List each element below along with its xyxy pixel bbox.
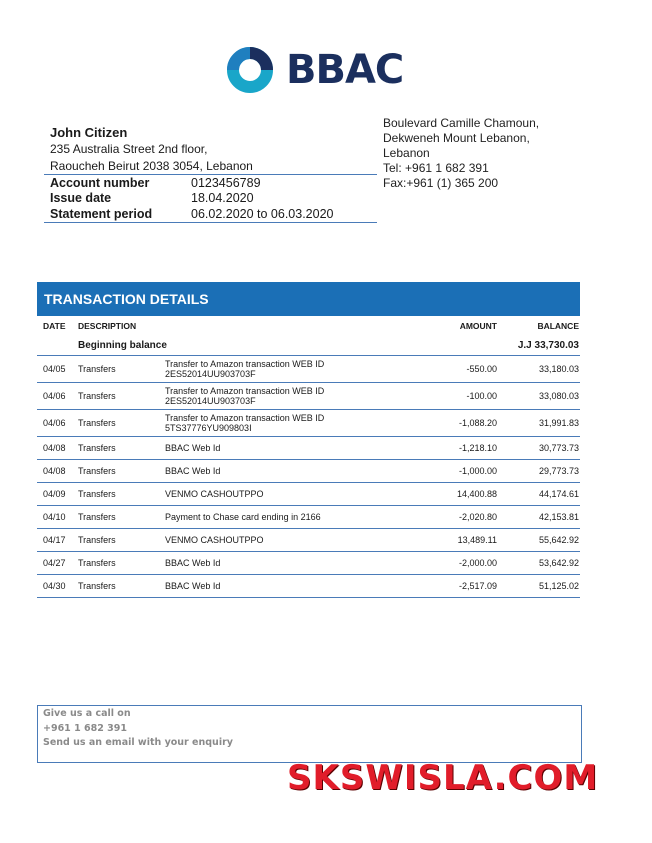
table-row: [37, 528, 580, 551]
header-description: DESCRIPTION: [78, 321, 137, 331]
row-balance: 53,642.92: [538, 558, 579, 568]
row-amount: -1,218.10: [458, 443, 497, 453]
row-balance: 42,153.81: [538, 512, 579, 522]
row-amount: -1,000.00: [458, 466, 497, 476]
row-amount: -2,000.00: [458, 558, 497, 568]
row-description-line2: 2ES52014UU903703F: [165, 369, 256, 379]
row-date: 04/06: [43, 418, 66, 428]
row-date: 04/05: [43, 364, 66, 374]
row-description: Payment to Chase card ending in 2166: [165, 512, 321, 522]
row-description: VENMO CASHOUTPPO: [165, 489, 264, 499]
table-row: [37, 436, 580, 459]
account-number-label: Account number: [50, 175, 150, 190]
row-date: 04/09: [43, 489, 66, 499]
table-row: [37, 482, 580, 505]
row-description-line2: 2ES52014UU903703F: [165, 396, 256, 406]
table-row: [37, 459, 580, 482]
bank-address: [383, 116, 623, 191]
bank-fax: Fax:+961 (1) 365 200: [383, 176, 499, 190]
row-date: 04/17: [43, 535, 66, 545]
bbac-logo-text: BBAC: [286, 47, 404, 93]
row-description: BBAC Web Id: [165, 558, 221, 568]
footer-email-label: Send us an email with your enquiry: [43, 737, 233, 748]
statement-period-row: [44, 206, 377, 222]
row-description: BBAC Web Id: [165, 581, 221, 591]
header-amount: AMOUNT: [459, 321, 497, 331]
row-date: 04/30: [43, 581, 66, 591]
row-type: Transfers: [78, 489, 116, 499]
customer-address-line2: Raoucheh Beirut 2038 3054, Lebanon: [50, 159, 253, 173]
transaction-details-title: TRANSACTION DETAILS: [37, 282, 580, 316]
table-row: [37, 551, 580, 574]
beginning-balance-label: Beginning balance: [78, 339, 167, 351]
row-date: 04/08: [43, 466, 66, 476]
row-type: Transfers: [78, 558, 116, 568]
table-row: [37, 382, 580, 409]
beginning-balance-row: [37, 336, 580, 355]
row-type: Transfers: [78, 535, 116, 545]
header-balance: BALANCE: [537, 321, 579, 331]
row-date: 04/06: [43, 391, 66, 401]
bbac-logo: [226, 45, 403, 95]
row-description: VENMO CASHOUTPPO: [165, 535, 264, 545]
row-balance: 31,991.83: [538, 418, 579, 428]
customer-address-line1: 235 Australia Street 2nd floor,: [50, 142, 208, 156]
row-amount: -1,088.20: [458, 418, 497, 428]
row-amount: -2,020.80: [458, 512, 497, 522]
row-amount: 14,400.88: [456, 489, 497, 499]
table-row: [37, 505, 580, 528]
beginning-balance-value: J.J 33,730.03: [517, 340, 579, 351]
footer-phone: +961 1 682 391: [43, 722, 127, 734]
row-balance: 29,773.73: [538, 466, 579, 476]
row-date: 04/27: [43, 558, 66, 568]
transaction-table: [37, 316, 580, 598]
row-type: Transfers: [78, 581, 116, 591]
account-number-row: [44, 175, 377, 191]
row-description-line2: 5TS37776YU909803I: [165, 423, 252, 433]
row-date: 04/10: [43, 512, 66, 522]
contact-footer: [37, 705, 582, 763]
bbac-logo-icon: [226, 45, 274, 95]
row-amount: -550.00: [466, 364, 497, 374]
table-header-row: [37, 316, 580, 336]
table-row: [37, 409, 580, 436]
row-type: Transfers: [78, 443, 116, 453]
row-amount: -2,517.09: [458, 581, 497, 591]
account-info: [44, 174, 377, 223]
bank-tel: Tel: +961 1 682 391: [383, 161, 489, 175]
row-balance: 30,773.73: [538, 443, 579, 453]
row-balance: 33,080.03: [538, 391, 579, 401]
row-description: [165, 386, 385, 406]
table-row: [37, 355, 580, 382]
statement-period-label: Statement period: [50, 206, 153, 221]
bank-address-line2: Dekweneh Mount Lebanon,: [383, 131, 530, 145]
issue-date-row: [44, 191, 377, 207]
row-type: Transfers: [78, 512, 116, 522]
row-type: Transfers: [78, 418, 116, 428]
row-description: BBAC Web Id: [165, 443, 221, 453]
row-amount: 13,489.11: [457, 535, 497, 545]
bank-address-line3: Lebanon: [383, 146, 430, 160]
bank-address-line1: Boulevard Camille Chamoun,: [383, 116, 540, 130]
row-type: Transfers: [78, 364, 116, 374]
row-date: 04/08: [43, 443, 66, 453]
row-type: Transfers: [78, 466, 116, 476]
footer-call-label: Give us a call on: [43, 708, 131, 719]
row-balance: 44,174.61: [538, 489, 579, 499]
issue-date-label: Issue date: [50, 191, 112, 206]
header-date: DATE: [43, 321, 66, 331]
statement-period-value: 06.02.2020 to 06.03.2020: [191, 206, 334, 221]
row-balance: 55,642.92: [538, 535, 579, 545]
row-description: [165, 359, 385, 379]
row-amount: -100.00: [466, 391, 497, 401]
account-number-value: 0123456789: [191, 175, 261, 190]
customer-address: [50, 125, 380, 175]
watermark: SKSWISLA.COM: [287, 758, 599, 798]
row-balance: 51,125.02: [538, 581, 579, 591]
table-row: [37, 574, 580, 598]
row-type: Transfers: [78, 391, 116, 401]
row-description: [165, 413, 385, 433]
customer-name: John Citizen: [50, 125, 128, 140]
row-balance: 33,180.03: [538, 364, 579, 374]
issue-date-value: 18.04.2020: [191, 191, 254, 206]
row-description: BBAC Web Id: [165, 466, 221, 476]
row-description-line1: Transfer to Amazon transaction WEB ID: [165, 386, 325, 396]
row-description-line1: Transfer to Amazon transaction WEB ID: [165, 359, 325, 369]
row-description-line1: Transfer to Amazon transaction WEB ID: [165, 413, 325, 423]
